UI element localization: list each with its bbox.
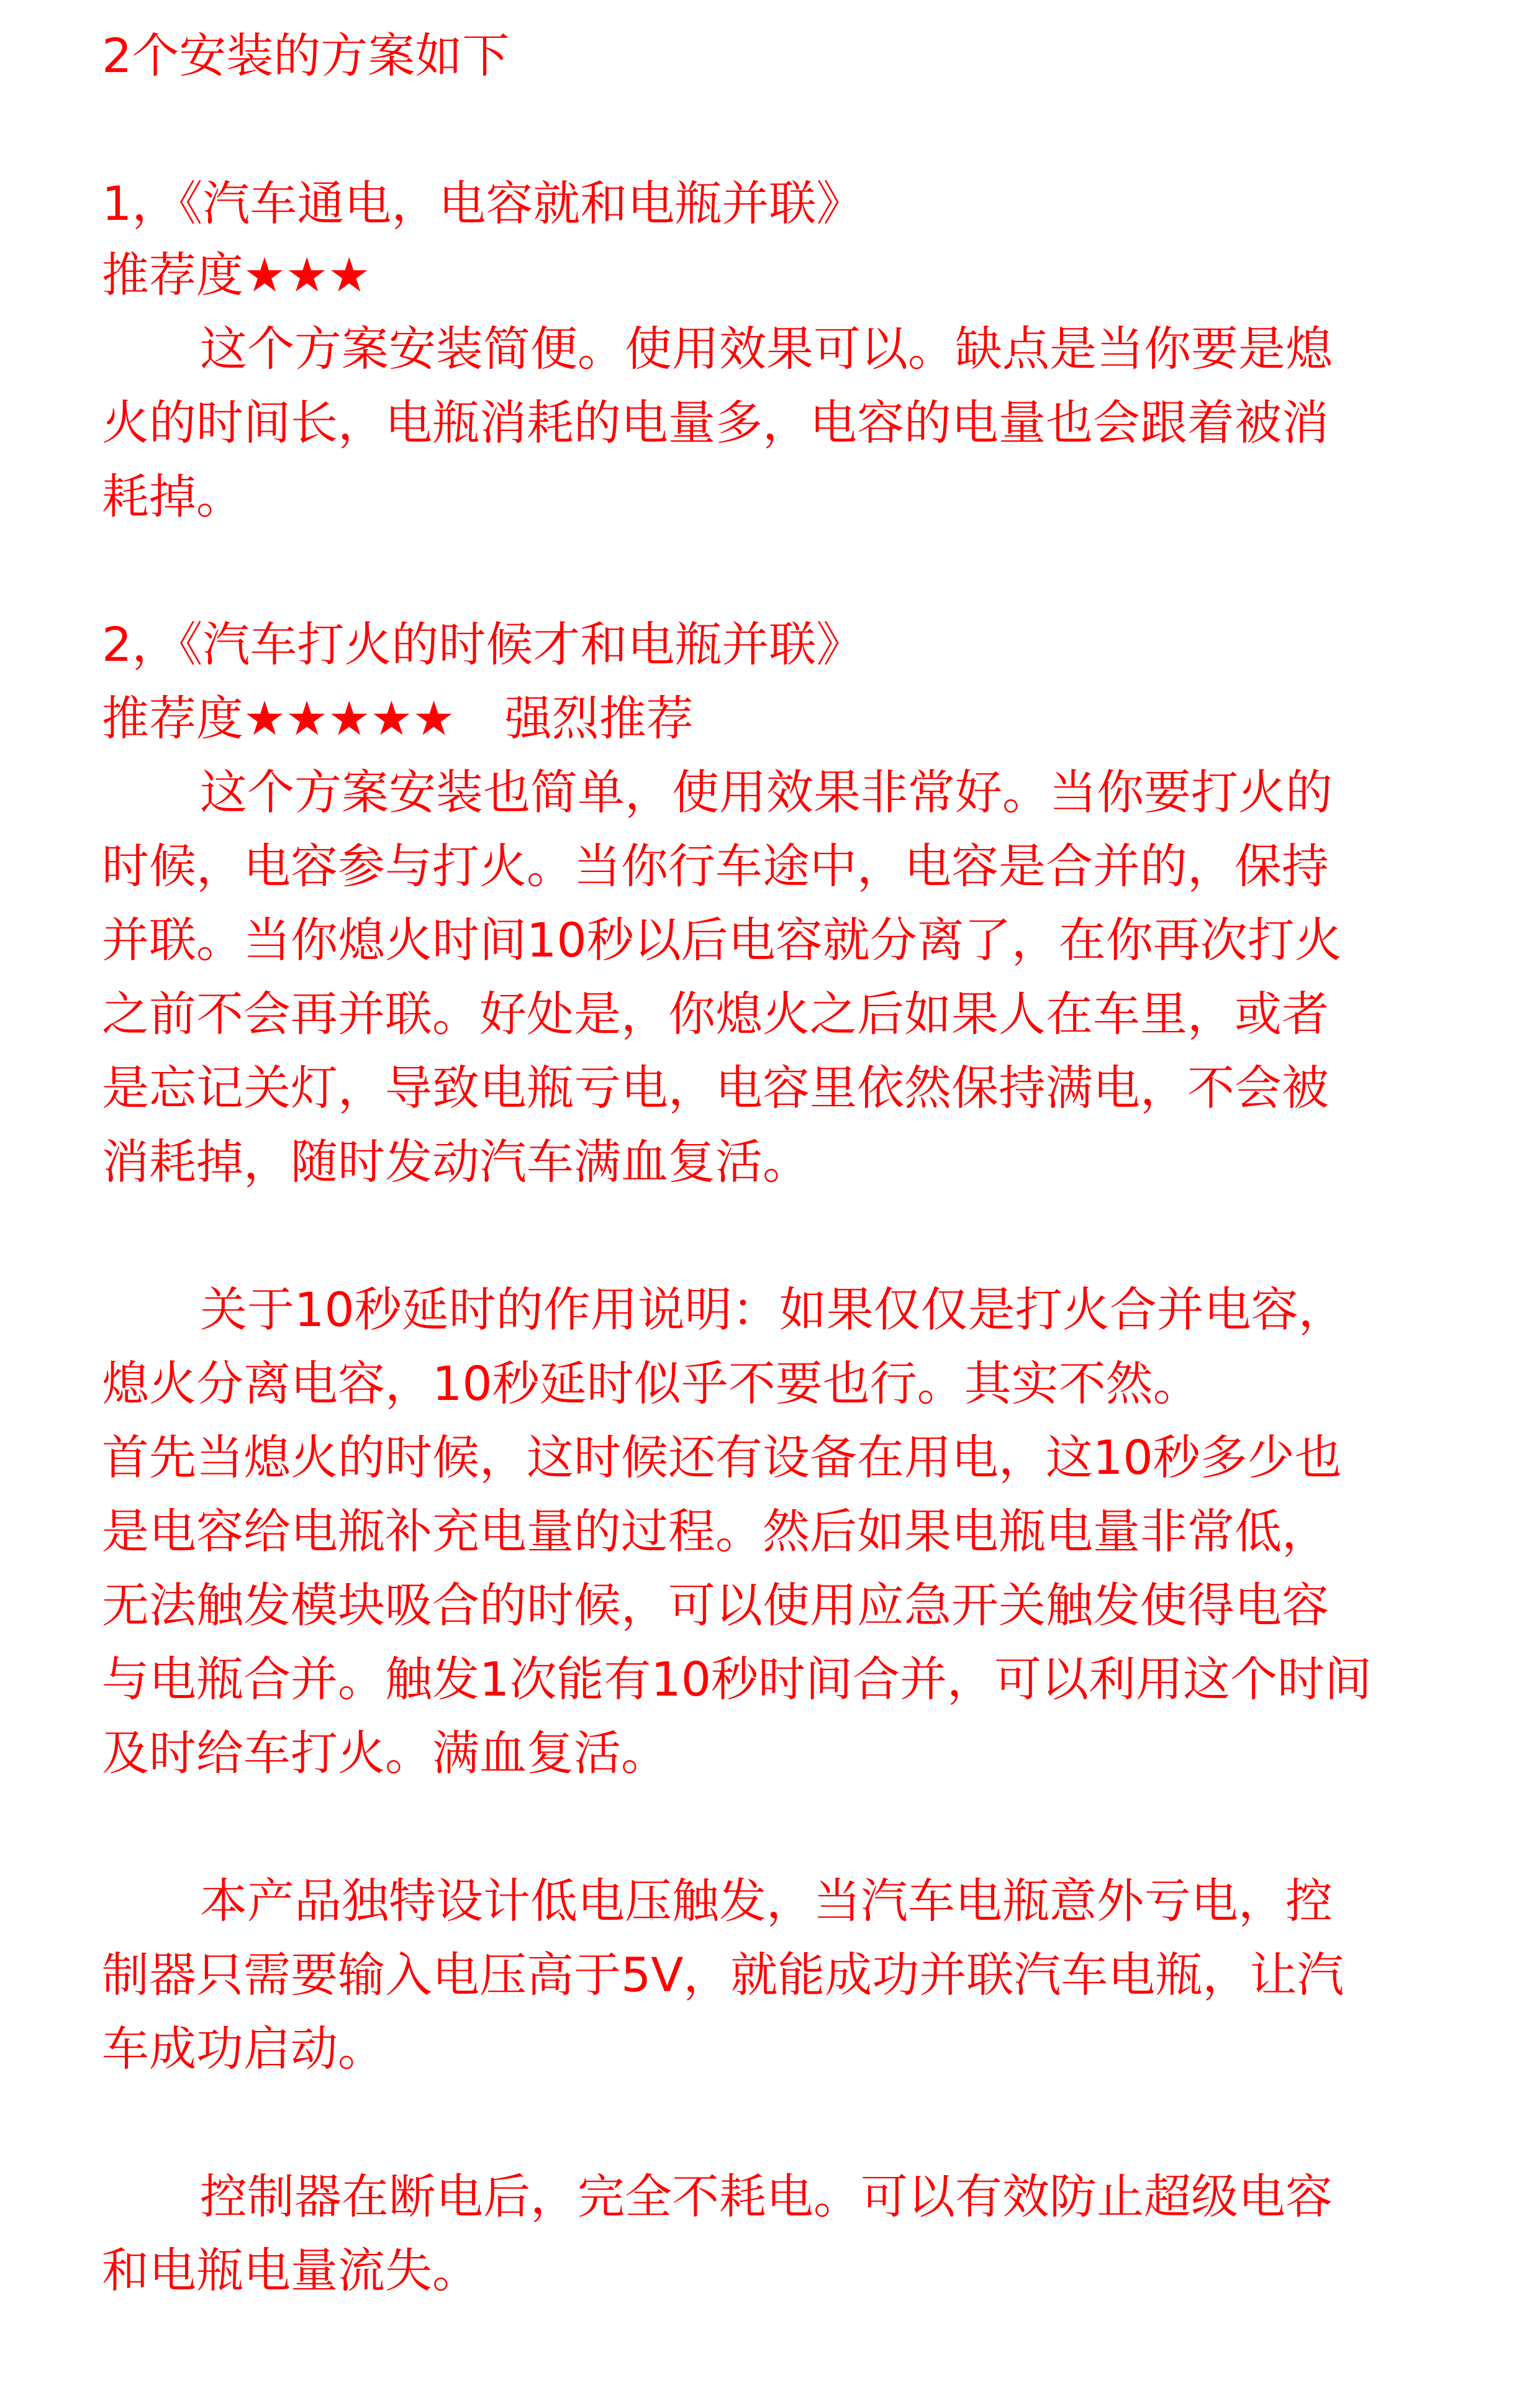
- delay-note-line: 首先当熄火的时候，这时候还有设备在用电，这10秒多少也: [102, 1430, 1342, 1485]
- delay-note-line: 是电容给电瓶补充电量的过程。然后如果电瓶电量非常低，: [102, 1504, 1329, 1559]
- delay-note-line: 熄火分离电容，10秒延时似乎不要也行。其实不然。: [102, 1356, 1200, 1411]
- plan1-rating: [102, 247, 371, 302]
- plan2-body-line: 之前不会再并联。好处是，你熄火之后如果人在车里，或者: [102, 986, 1329, 1042]
- plan1-rating-stars: ★★★: [243, 247, 371, 302]
- plan1-body-line: 这个方案安装简便。使用效果可以。缺点是当你要是熄: [200, 321, 1333, 376]
- power-off-line: 控制器在断电后，完全不耗电。可以有效防止超级电容: [200, 2169, 1333, 2224]
- plan2-rating: [102, 691, 694, 746]
- delay-note-line: 与电瓶合并。触发1次能有10秒时间合并，可以利用这个时间: [102, 1651, 1372, 1707]
- plan2-rating-label: 推荐度: [102, 691, 243, 746]
- plan1-body-line: 火的时间长，电瓶消耗的电量多，电容的电量也会跟着被消: [102, 395, 1329, 450]
- plan1-title: 1，《汽车通电，电容就和电瓶并联》: [102, 176, 864, 231]
- low-voltage-line: 制器只需要输入电压高于5V，就能成功并联汽车电瓶，让汽: [102, 1947, 1344, 2002]
- plan1-rating-label: 推荐度: [102, 247, 243, 302]
- power-off-line: 和电瓶电量流失。: [102, 2243, 479, 2298]
- plan2-body-line: 是忘记关灯，导致电瓶亏电，电容里依然保持满电，不会被: [102, 1060, 1329, 1115]
- plan1-body-line: 耗掉。: [102, 469, 243, 524]
- plan2-rating-note: 强烈推荐: [504, 691, 694, 746]
- plan2-title: 2，《汽车打火的时候才和电瓶并联》: [102, 617, 864, 672]
- low-voltage-line: 本产品独特设计低电压触发，当汽车电瓶意外亏电，控: [200, 1873, 1333, 1928]
- plan2-body-line: 并联。当你熄火时间10秒以后电容就分离了，在你再次打火: [102, 912, 1342, 968]
- plan2-rating-stars: ★★★★★: [243, 691, 455, 746]
- document-heading: 2个安装的方案如下: [102, 28, 510, 83]
- delay-note-line: 关于10秒延时的作用说明：如果仅仅是打火合并电容，: [200, 1282, 1346, 1337]
- plan2-body-line: 这个方案安装也简单，使用效果非常好。当你要打火的: [200, 765, 1333, 820]
- delay-note-line: 及时给车打火。满血复活。: [102, 1725, 668, 1781]
- plan2-body-line: 消耗掉，随时发动汽车满血复活。: [102, 1134, 810, 1189]
- low-voltage-line: 车成功启动。: [102, 2021, 385, 2076]
- plan2-body-line: 时候，电容参与打火。当你行车途中，电容是合并的，保持: [102, 838, 1329, 894]
- delay-note-line: 无法触发模块吸合的时候，可以使用应急开关触发使得电容: [102, 1578, 1329, 1633]
